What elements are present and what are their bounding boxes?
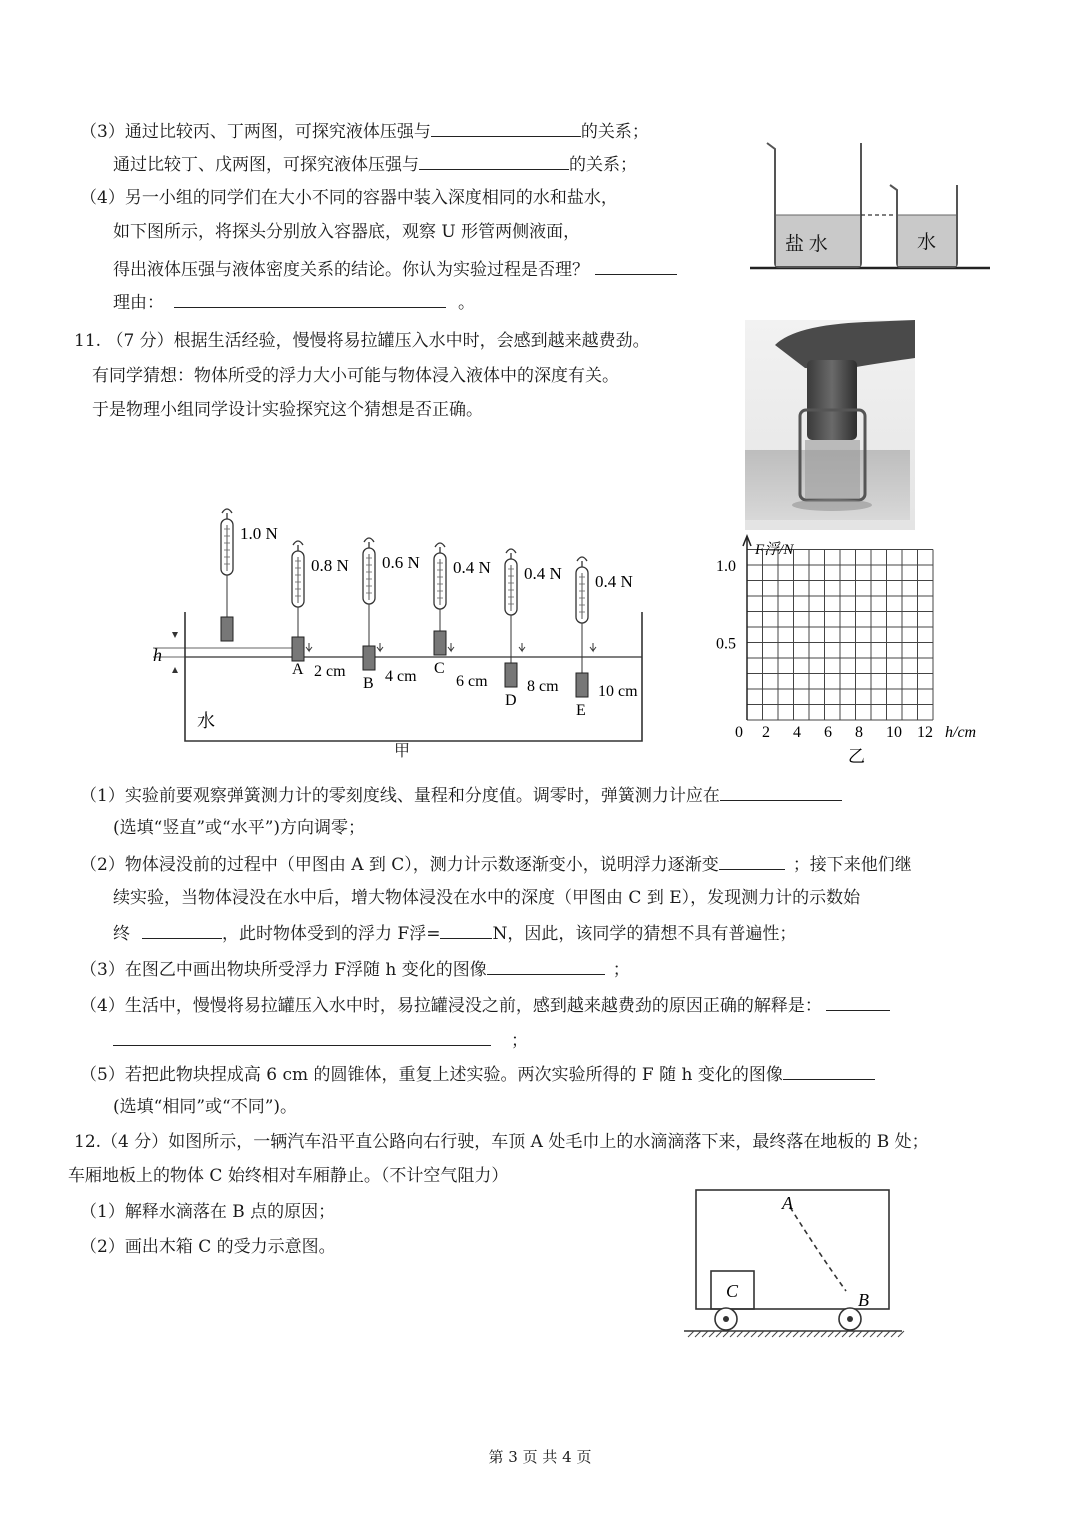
scale-reading: 0.4 N (453, 558, 491, 577)
q11-s5-line2: (选填“相同”或“不同”)。 (113, 1097, 298, 1117)
answer-blank[interactable] (419, 151, 569, 170)
x-tick-label: 8 (855, 724, 863, 741)
answer-blank[interactable] (431, 118, 581, 137)
depth-label: 6 cm (456, 673, 488, 690)
block-2 (292, 637, 304, 661)
block-3 (363, 646, 375, 670)
q10-part3-text-b: 的关系； (580, 122, 649, 142)
q11-intro-line3: 于是物理小组同学设计实验探究这个猜想是否正确。 (92, 400, 483, 420)
q10-part3-line2 (113, 151, 637, 177)
point-label: B (363, 675, 374, 692)
spring-scale-5 (505, 549, 562, 709)
can-pressing-photo (745, 320, 915, 530)
car-figure (680, 1185, 910, 1350)
answer-blank[interactable] (440, 920, 492, 939)
y-tick-label: 1.0 (716, 558, 736, 575)
q11-s5-line1 (80, 1061, 875, 1087)
q10-part4-line1: （4）另一小组的同学们在大小不同的容器中装入深度相同的水和盐水， (80, 188, 618, 208)
scale-reading: 0.8 N (311, 556, 349, 575)
q11-s2-text-d: ，此时物体受到的浮力 F浮= (222, 924, 441, 944)
label-a: A (782, 1193, 793, 1213)
x-tick-label: 0 (735, 724, 743, 741)
answer-blank[interactable] (142, 920, 222, 939)
semicolon: ； (612, 960, 630, 980)
scale-reading: 1.0 N (240, 524, 278, 543)
q11-s2-line2: 续实验，当物体浸没在水中后，增大物体浸没在水中的深度（甲图由 C 到 E），发现测力计的示数始 (113, 888, 861, 908)
answer-blank[interactable] (595, 256, 677, 275)
q11-s1-line2: (选填“竖直”或“水平”)方向调零； (113, 818, 366, 838)
q11-s3-text: （3）在图乙中画出物块所受浮力 F浮随 h 变化的图像 (80, 960, 487, 980)
figure-jia-spring-scales (145, 505, 655, 775)
q12-intro-line1: 12.（4 分）如图所示，一辆汽车沿平直公路向右行驶，车顶 A 处毛巾上的水滴滴落下来，最终落在地板的 B 处； (74, 1132, 929, 1152)
x-axis-label: h/cm (945, 724, 977, 741)
left-wheel-icon (715, 1308, 737, 1330)
q11-s4-line1 (80, 992, 890, 1018)
right-wheel-icon (839, 1308, 861, 1330)
q11-s1-text: （1）实验前要观察弹簧测力计的零刻度线、量程和分度值。调零时，弹簧测力计应在 (80, 786, 720, 806)
answer-blank[interactable] (719, 851, 785, 870)
q11-intro-line1: 11. （7 分）根据生活经验，慢慢将易拉罐压入水中时，会感到越来越费劲。 (74, 331, 650, 351)
y-tick-label: 0.5 (716, 635, 736, 653)
water-label: 水 (917, 232, 937, 253)
block-1 (221, 617, 233, 641)
x-tick-label: 4 (793, 724, 801, 741)
answer-blank[interactable] (174, 289, 446, 308)
x-tick-label: 12 (917, 724, 933, 741)
point-label: C (434, 660, 445, 677)
can-icon (807, 360, 857, 440)
q11-s2-line1 (80, 851, 912, 877)
spring-scale-2 (292, 541, 349, 680)
q11-intro-line2: 有同学猜想：物体所受的浮力大小可能与物体浸入液体中的深度有关。 (92, 366, 619, 386)
q10-part4-line4 (113, 289, 475, 315)
q10-part3-text-d: 的关系； (569, 155, 637, 175)
q11-s2-text-e: N，因此，该同学的猜想不具有普遍性； (492, 924, 797, 944)
x-tick-label: 2 (762, 724, 770, 741)
spring-scale-3 (363, 538, 420, 692)
answer-blank[interactable] (826, 992, 890, 1011)
answer-blank[interactable] (487, 956, 605, 975)
q10-part3-text-a: （3）通过比较丙、丁两图，可探究液体压强与 (80, 122, 431, 142)
q10-part4-line2: 如下图所示，将探头分别放入容器底，观察 U 形管两侧液面， (113, 222, 581, 242)
label-b: B (858, 1290, 869, 1310)
q12-intro-line2: 车厢地板上的物体 C 始终相对车厢静止。（不计空气阻力） (68, 1166, 509, 1186)
x-tick-label: 6 (824, 724, 832, 741)
q10-part4-line3 (113, 256, 677, 282)
answer-blank[interactable] (113, 1027, 491, 1046)
scale-reading: 0.4 N (524, 564, 562, 583)
salt-water-label: 盐 水 (785, 234, 828, 255)
tank-water-label: 水 (197, 711, 215, 731)
beakers-figure (745, 135, 995, 275)
depth-label: 2 cm (314, 663, 346, 680)
scale-reading: 0.4 N (595, 572, 633, 591)
answer-blank[interactable] (783, 1061, 875, 1080)
q11-s2-text-a: （2）物体浸没前的过程中（甲图由 A 到 C），测力计示数逐渐变小，说明浮力逐渐变 (80, 855, 719, 875)
page-footer: 第 3 页 共 4 页 (488, 1448, 592, 1466)
figure-yi-grid (710, 530, 1000, 770)
spring-scale-1 (221, 509, 278, 641)
q12-s2: （2）画出木箱 C 的受力示意图。 (80, 1237, 336, 1257)
q11-s2-line3 (113, 920, 796, 946)
q11-s2-text-b: ；接下来他们继 (792, 855, 912, 875)
spring-scale-6 (576, 557, 638, 719)
block-4 (434, 631, 446, 655)
y-axis-label: F浮/N (755, 542, 794, 558)
q11-s2-text-c: 终 (113, 924, 130, 944)
q10-part3-text-c: 通过比较丁、戊两图，可探究液体压强与 (113, 155, 419, 175)
block-6 (576, 673, 588, 697)
point-label: D (505, 692, 517, 709)
h-label: h (153, 645, 162, 665)
drop-path (790, 1207, 846, 1291)
scale-reading: 0.6 N (382, 553, 420, 572)
q11-s4-text: （4）生活中，慢慢将易拉罐压入水中时，易拉罐浸没之前，感到越来越费劲的原因正确的解释是： (80, 996, 822, 1016)
figure-yi-caption: 乙 (848, 747, 865, 766)
q11-s3 (80, 956, 630, 982)
q11-s5-text: （5）若把此物块捏成高 6 cm 的圆锥体，重复上述实验。两次实验所得的 F 随 h 变化的图像 (80, 1065, 783, 1085)
q11-s4-line2 (113, 1027, 528, 1053)
answer-blank[interactable] (720, 782, 842, 801)
q11-s1-line1 (80, 782, 842, 808)
point-label: A (292, 661, 304, 678)
reason-label: 理由： (113, 293, 164, 313)
q10-part3-line1 (80, 118, 649, 144)
spring-scale-4 (434, 543, 491, 690)
figure-jia-caption: 甲 (394, 741, 411, 760)
label-c: C (726, 1281, 739, 1301)
block-5 (505, 663, 517, 687)
period: 。 (458, 293, 475, 313)
depth-label: 8 cm (527, 678, 559, 695)
depth-label: 4 cm (385, 668, 417, 685)
point-label: E (576, 702, 586, 719)
q12-s1: （1）解释水滴落在 B 点的原因； (80, 1202, 336, 1222)
q10-part4-text: 得出液体压强与液体密度关系的结论。你认为实验过程是否理？ (113, 260, 589, 280)
depth-label: 10 cm (598, 683, 638, 700)
semicolon: ； (511, 1031, 528, 1051)
x-tick-label: 10 (886, 724, 902, 741)
water-beaker (890, 185, 957, 267)
